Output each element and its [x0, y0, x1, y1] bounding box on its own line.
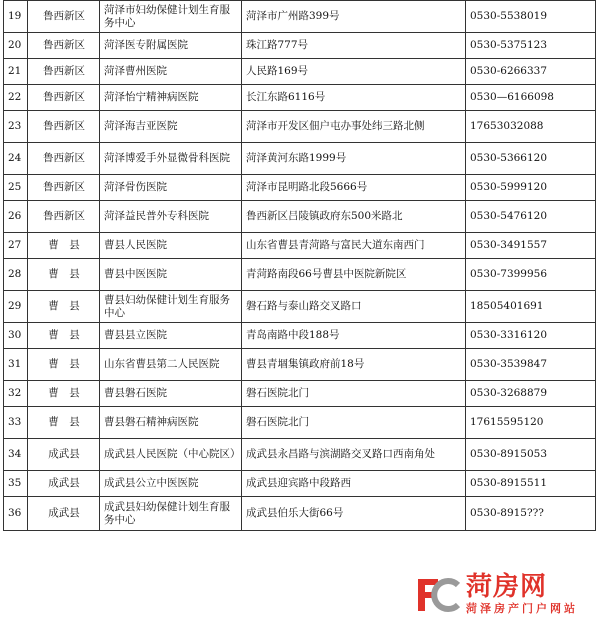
district-cell: 鲁西新区 [28, 85, 100, 111]
table-row [4, 175, 596, 201]
address-cell: 磐石医院北门 [242, 407, 466, 439]
hospital-table [3, 0, 596, 531]
address-cell: 成武县永昌路与滨湖路交叉路口西南角处 [242, 439, 466, 471]
address-cell: 菏泽黄河东路1999号 [242, 143, 466, 175]
district-cell: 成武县 [28, 471, 100, 497]
district-cell: 鲁西新区 [28, 1, 100, 33]
address-cell: 成武县迎宾路中段路西 [242, 471, 466, 497]
row-number: 26 [4, 201, 28, 233]
phone-cell: 17653032088 [466, 111, 596, 143]
table-row [4, 349, 596, 381]
district-cell: 曹 县 [28, 323, 100, 349]
district-cell: 鲁西新区 [28, 175, 100, 201]
table-row [4, 111, 596, 143]
district-cell: 成武县 [28, 497, 100, 531]
address-cell: 鲁西新区吕陵镇政府东500米路北 [242, 201, 466, 233]
address-cell: 菏泽市开发区佃户屯办事处纬三路北侧 [242, 111, 466, 143]
address-cell: 山东省曹县青菏路与富民大道东南西门 [242, 233, 466, 259]
district-cell: 鲁西新区 [28, 143, 100, 175]
row-number: 22 [4, 85, 28, 111]
phone-cell: 0530-3491557 [466, 233, 596, 259]
watermark-brand: 菏房网 [466, 572, 548, 602]
phone-cell: 0530-8915511 [466, 471, 596, 497]
row-number: 21 [4, 59, 28, 85]
phone-cell: 18505401691 [466, 291, 596, 323]
hospital-name-cell: 菏泽骨伤医院 [100, 175, 242, 201]
phone-cell: 0530-5375123 [466, 33, 596, 59]
row-number: 24 [4, 143, 28, 175]
hospital-name-cell: 成武县妇幼保健计划生育服务中心 [100, 497, 242, 531]
table-row [4, 291, 596, 323]
hospital-name-cell: 曹县磐石精神病医院 [100, 407, 242, 439]
hospital-name-cell: 菏泽海吉亚医院 [100, 111, 242, 143]
phone-cell: 0530-3539847 [466, 349, 596, 381]
hospital-name-cell: 菏泽怡宁精神病医院 [100, 85, 242, 111]
district-cell: 鲁西新区 [28, 33, 100, 59]
table-row [4, 471, 596, 497]
hospital-name-cell: 菏泽医专附属医院 [100, 33, 242, 59]
table-row [4, 233, 596, 259]
table-row [4, 59, 596, 85]
table-row [4, 497, 596, 531]
hospital-name-cell: 菏泽博爱手外显微骨科医院 [100, 143, 242, 175]
row-number: 33 [4, 407, 28, 439]
hospital-name-cell: 曹县县立医院 [100, 323, 242, 349]
table-row [4, 259, 596, 291]
phone-cell: 17615595120 [466, 407, 596, 439]
table-row [4, 85, 596, 111]
hospital-name-cell: 曹县妇幼保健计划生育服务中心 [100, 291, 242, 323]
district-cell: 成武县 [28, 439, 100, 471]
row-number: 35 [4, 471, 28, 497]
fc-logo-icon [416, 575, 462, 615]
district-cell: 鲁西新区 [28, 201, 100, 233]
hospital-name-cell: 曹县磐石医院 [100, 381, 242, 407]
address-cell: 长江东路6116号 [242, 85, 466, 111]
phone-cell: 0530—6166098 [466, 85, 596, 111]
phone-cell: 0530-5999120 [466, 175, 596, 201]
address-cell: 曹县青堌集镇政府前18号 [242, 349, 466, 381]
district-cell: 曹 县 [28, 233, 100, 259]
phone-cell: 0530-5538019 [466, 1, 596, 33]
row-number: 25 [4, 175, 28, 201]
row-number: 32 [4, 381, 28, 407]
hospital-list-sheet [3, 0, 595, 531]
phone-cell: 0530-7399956 [466, 259, 596, 291]
hospital-name-cell: 菏泽市妇幼保健计划生育服务中心 [100, 1, 242, 33]
address-cell: 青菏路南段66号曹县中医院新院区 [242, 259, 466, 291]
phone-cell: 0530-3316120 [466, 323, 596, 349]
row-number: 30 [4, 323, 28, 349]
phone-cell: 0530-3268879 [466, 381, 596, 407]
district-cell: 曹 县 [28, 349, 100, 381]
table-row [4, 381, 596, 407]
phone-cell: 0530-5366120 [466, 143, 596, 175]
district-cell: 曹 县 [28, 381, 100, 407]
row-number: 23 [4, 111, 28, 143]
hospital-name-cell: 菏泽益民普外专科医院 [100, 201, 242, 233]
address-cell: 磐石医院北门 [242, 381, 466, 407]
hospital-name-cell: 成武县人民医院（中心院区） [100, 439, 242, 471]
row-number: 36 [4, 497, 28, 531]
phone-cell: 0530-8915??? [466, 497, 596, 531]
address-cell: 磐石路与泰山路交叉路口 [242, 291, 466, 323]
district-cell: 曹 县 [28, 407, 100, 439]
table-row [4, 407, 596, 439]
address-cell: 人民路169号 [242, 59, 466, 85]
district-cell: 曹 县 [28, 259, 100, 291]
phone-cell: 0530-6266337 [466, 59, 596, 85]
row-number: 28 [4, 259, 28, 291]
district-cell: 鲁西新区 [28, 59, 100, 85]
phone-cell: 0530-8915053 [466, 439, 596, 471]
site-watermark [416, 573, 594, 617]
hospital-name-cell: 成武县公立中医医院 [100, 471, 242, 497]
table-row [4, 1, 596, 33]
phone-cell: 0530-5476120 [466, 201, 596, 233]
row-number: 31 [4, 349, 28, 381]
hospital-name-cell: 山东省曹县第二人民医院 [100, 349, 242, 381]
address-cell: 珠江路777号 [242, 33, 466, 59]
watermark-slogan: 菏泽房产门户网站 [466, 602, 578, 615]
table-row [4, 439, 596, 471]
row-number: 34 [4, 439, 28, 471]
hospital-name-cell: 曹县人民医院 [100, 233, 242, 259]
table-row [4, 143, 596, 175]
hospital-table-body [4, 1, 596, 531]
table-row [4, 33, 596, 59]
address-cell: 成武县伯乐大街66号 [242, 497, 466, 531]
table-row [4, 323, 596, 349]
district-cell: 曹 县 [28, 291, 100, 323]
address-cell: 菏泽市昆明路北段5666号 [242, 175, 466, 201]
address-cell: 青岛南路中段188号 [242, 323, 466, 349]
row-number: 20 [4, 33, 28, 59]
table-row [4, 201, 596, 233]
hospital-name-cell: 菏泽曹州医院 [100, 59, 242, 85]
row-number: 19 [4, 1, 28, 33]
address-cell: 菏泽市广州路399号 [242, 1, 466, 33]
row-number: 29 [4, 291, 28, 323]
district-cell: 鲁西新区 [28, 111, 100, 143]
hospital-name-cell: 曹县中医医院 [100, 259, 242, 291]
row-number: 27 [4, 233, 28, 259]
